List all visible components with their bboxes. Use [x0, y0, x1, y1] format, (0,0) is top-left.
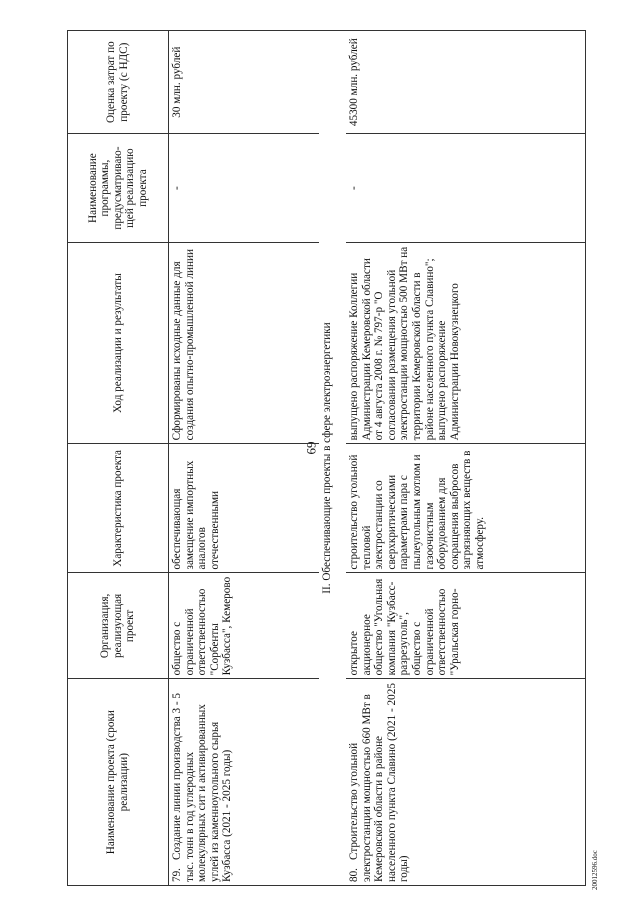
row-80-name: Строительство угольной электростанции мощностью 660 МВт в Кемеровской области в районе населенного пункта Славино (2021 - 2025 годы) [348, 683, 411, 882]
row-80-program: - [346, 134, 585, 242]
header-progress: Ход реализации и результаты [68, 242, 169, 443]
row-79-progress: Сформированы исходные данные для создания опытно-промышленной линии [169, 242, 319, 443]
section-row [319, 31, 347, 886]
row-79-name-cell [169, 679, 319, 886]
header-project-name: Наименование проекта (сроки реализации) [68, 679, 169, 886]
row-79-program: - [169, 134, 319, 242]
row-80-characteristics: строительство угольной тепловой электростанции со сверхкритическими параметрами пара с пылеугольным котлом и газоочистным оборудованием для сокращения выбросов загрязняющих веществ в атмосферу. [346, 444, 585, 573]
row-79-number: 79. [171, 868, 183, 882]
header-cost: Оценка затрат по проекту (с НДС) [68, 31, 169, 134]
projects-table [67, 30, 586, 886]
rotated-table-container [67, 30, 586, 886]
table-row [169, 31, 319, 886]
row-80-organization: открытое акционерное общество "Угольная компания "Кузбасс-разрезуголь", общество с ограниченной ответственностью "Уральская горно- [346, 573, 585, 679]
table-header-row [68, 31, 169, 886]
page-number: 69 [303, 441, 319, 455]
row-80-progress: выпущено распоряжение Коллегии Администрации Кемеровской области от 4 августа 2008 г. № 797-р "О согласовании размещения угольной электростанции мощностью 500 МВт на территории Кемеровской области в районе населенного пункта Славино"; выпущено распоряжение Администрации Новокузнецкого [346, 242, 585, 443]
section-title: II. Обеспечивающие проекты в сфере электроэнергетики [319, 31, 347, 886]
row-79-cost: 30 млн. рублей [169, 31, 319, 134]
row-80-cost: 45300 млн. рублей [346, 31, 585, 134]
header-characteristics: Характеристика проекта [68, 444, 169, 573]
row-79-name: Создание линии производства 3 - 5 тыс. тонн в год углеродных молекулярных сит и активированных углей из каменноугольного сырья Кузбасса (2021 - 2025 годы) [171, 692, 234, 882]
row-80-number: 80. [348, 868, 361, 882]
row-79-organization: общество с ограниченной ответственностью "Сорбенты Кузбасса", Кемерово [169, 573, 319, 679]
header-organization: Организация, реализующая проект [68, 573, 169, 679]
table-row [346, 31, 585, 886]
row-79-characteristics: обеспечивающая замещение импортных аналогов отечественными [169, 444, 319, 573]
row-80-name-cell [346, 679, 585, 886]
footer-doc-code: 20012596.doc [591, 850, 599, 890]
header-program: Наименование программы, предусматриваю-щей реализацию проекта [68, 134, 169, 242]
